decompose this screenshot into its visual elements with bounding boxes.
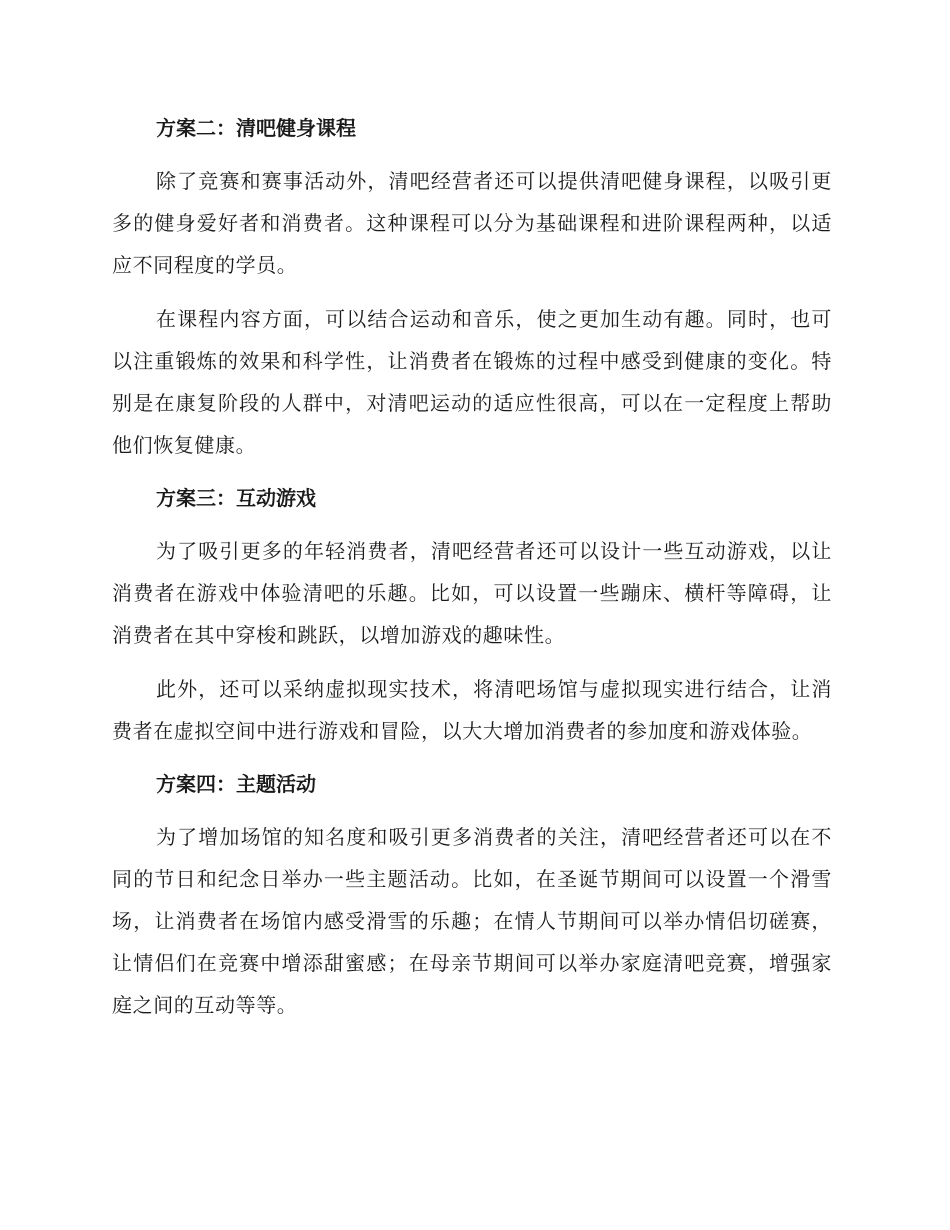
paragraph: 此外，还可以采纳虚拟现实技术，将清吧场馆与虚拟现实进行结合，让消费者在虚拟空间中进行游戏和冒险，以大大增加消费者的参加度和游戏体验。 [112, 677, 832, 743]
paragraph: 在课程内容方面，可以结合运动和音乐，使之更加生动有趣。同时，也可以注重锻炼的效果和科学性，让消费者在锻炼的过程中感受到健康的变化。特别是在康复阶段的人群中，对清吧运动的适应性很高，可以在一定程度上帮助他们恢复健康。 [112, 307, 832, 457]
section-heading-plan-2: 方案二：清吧健身课程 [156, 116, 356, 140]
section-heading-plan-3: 方案三：互动游戏 [156, 486, 316, 510]
paragraph: 除了竞赛和赛事活动外，清吧经营者还可以提供清吧健身课程，以吸引更多的健身爱好者和消费者。这种课程可以分为基础课程和进阶课程两种，以适应不同程度的学员。 [112, 169, 832, 277]
document-body [112, 108, 832, 1038]
paragraph: 为了增加场馆的知名度和吸引更多消费者的关注，清吧经营者还可以在不同的节日和纪念日举办一些主题活动。比如，在圣诞节期间可以设置一个滑雪场，让消费者在场馆内感受滑雪的乐趣；在情人节期间可以举办情侣切磋赛，让情侣们在竞赛中增添甜蜜感；在母亲节期间可以举办家庭清吧竞赛，增强家庭之间的互动等等。 [112, 825, 832, 1017]
section-heading-plan-4: 方案四：主题活动 [156, 772, 316, 796]
paragraph: 为了吸引更多的年轻消费者，清吧经营者还可以设计一些互动游戏，以让消费者在游戏中体验清吧的乐趣。比如，可以设置一些蹦床、横杆等障碍，让消费者在其中穿梭和跳跃，以增加游戏的趣味性。 [112, 539, 832, 647]
